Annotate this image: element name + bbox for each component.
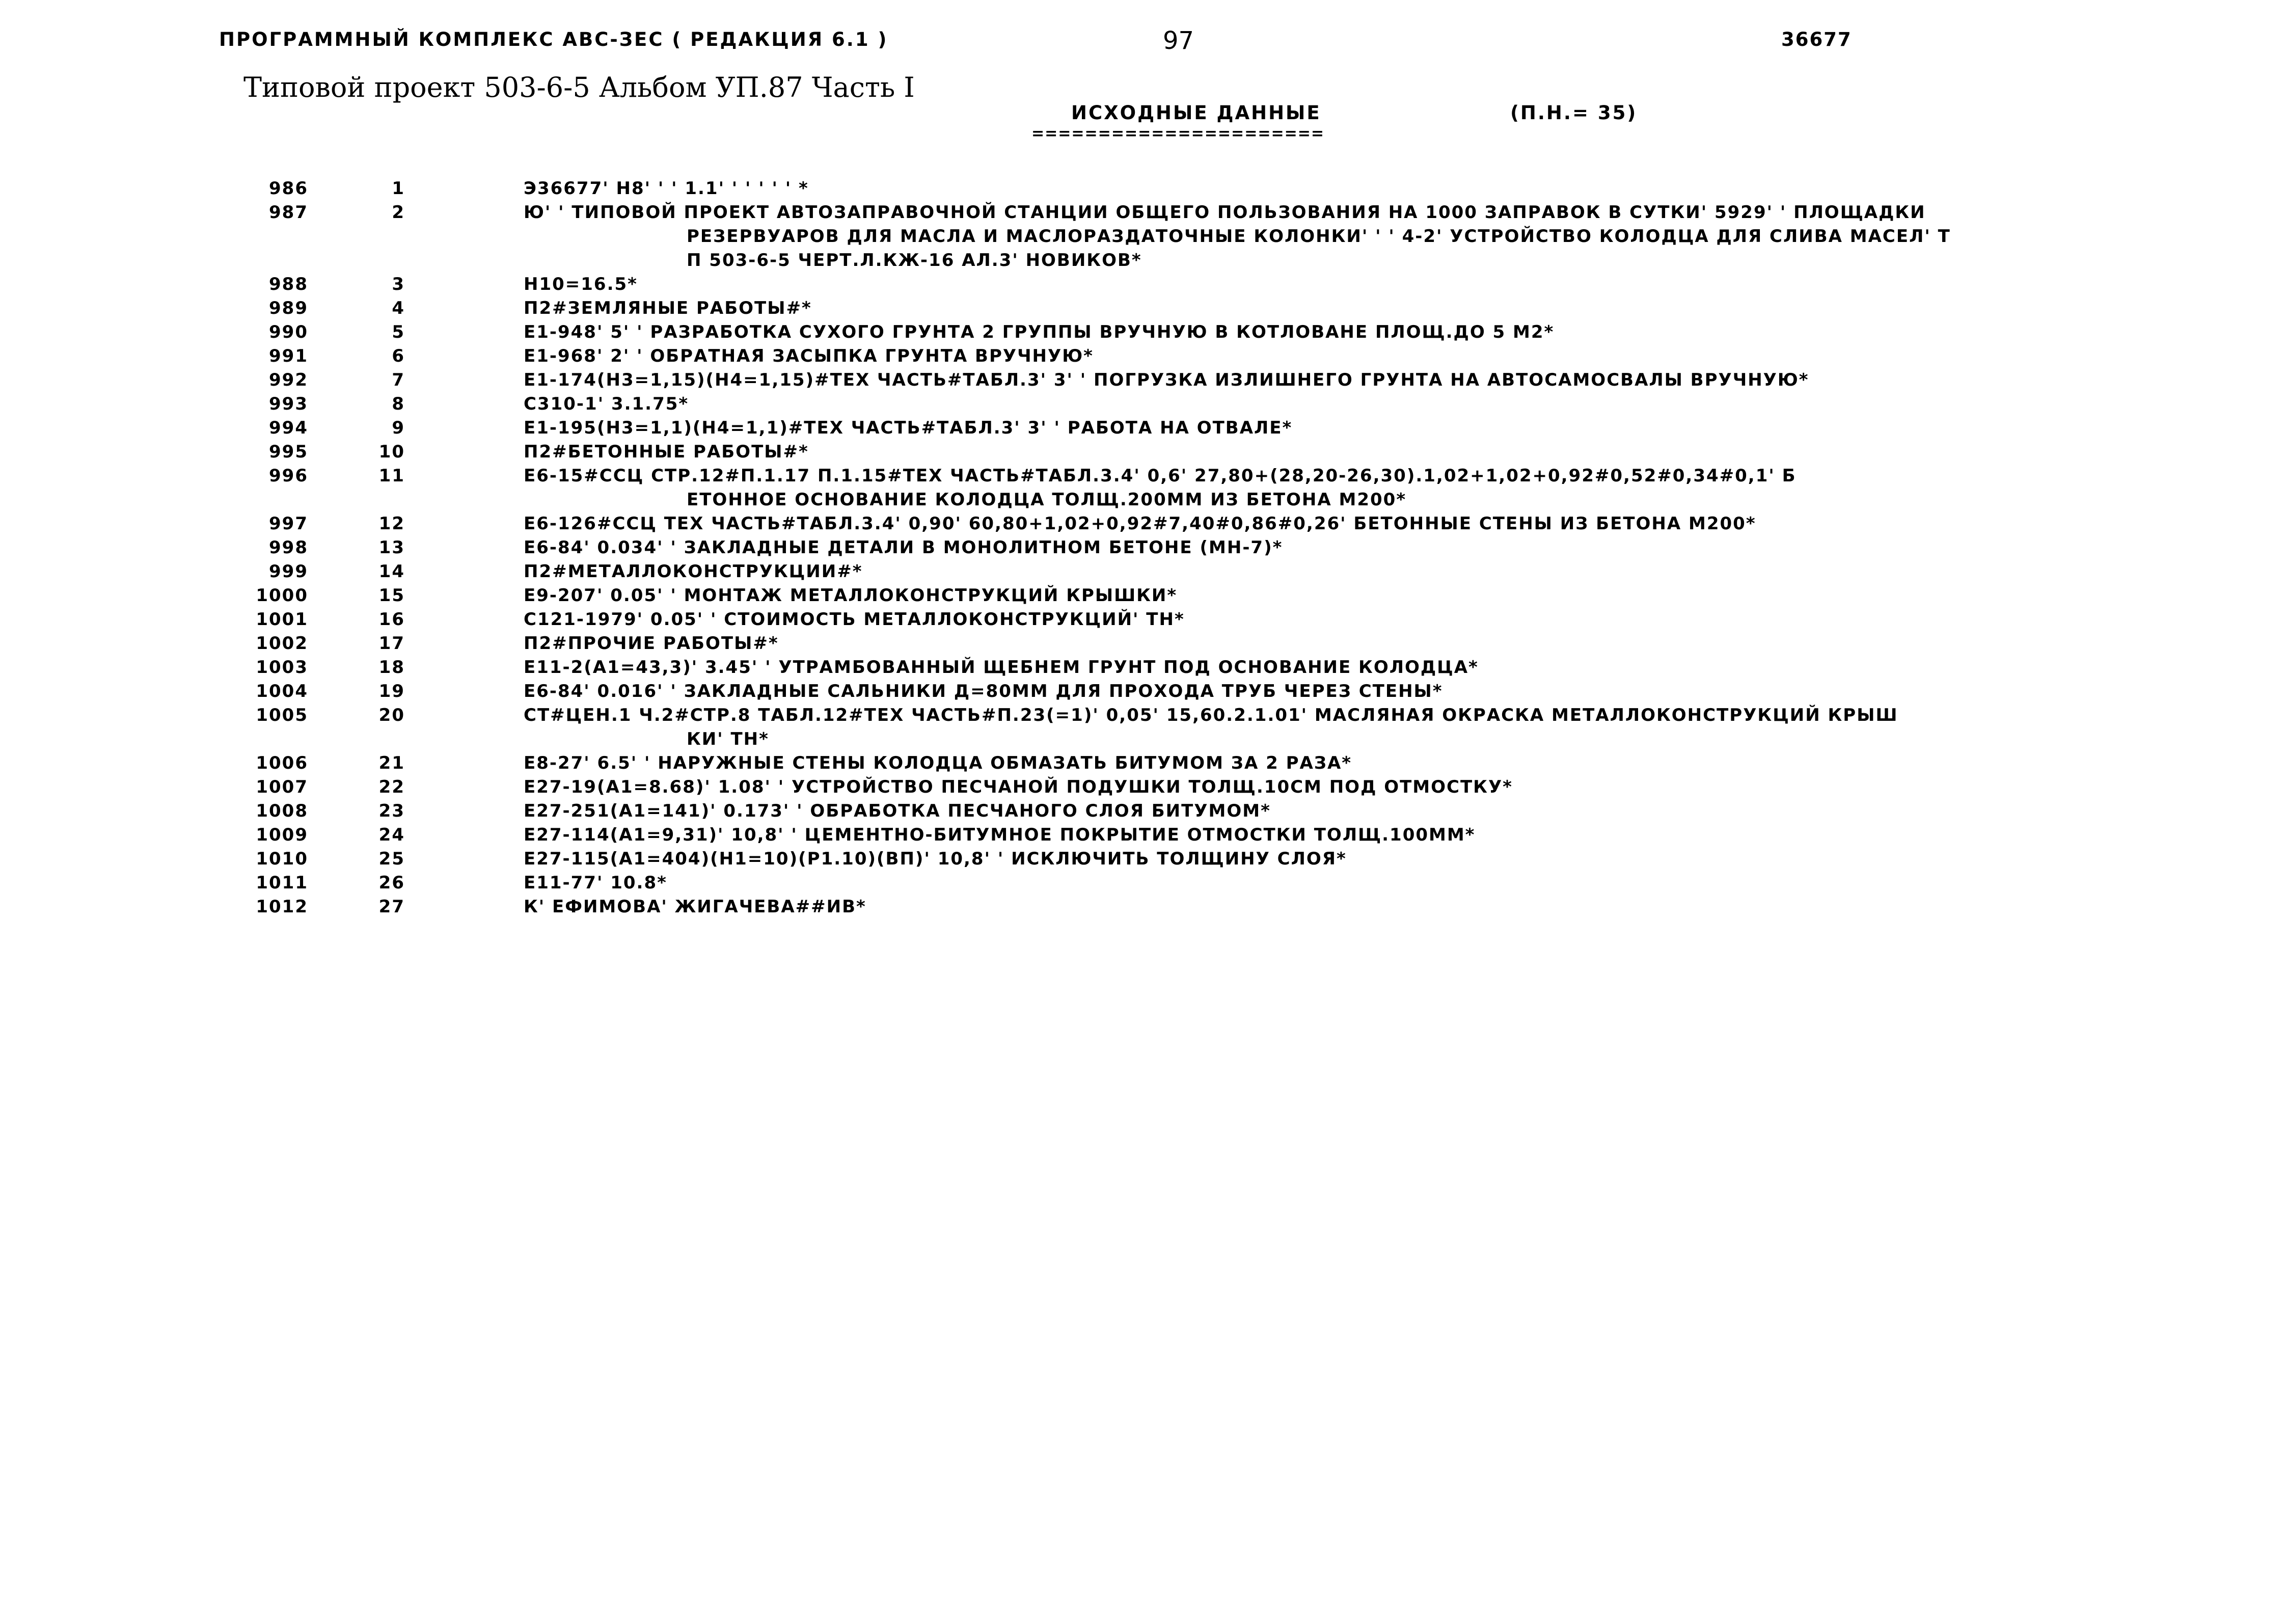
line-number: 9 bbox=[392, 418, 405, 438]
listing-row bbox=[0, 273, 2286, 296]
listing-row bbox=[0, 680, 2286, 703]
record-text: Э36677' Н8' ' ' 1.1' ' ' ' ' ' * bbox=[524, 178, 809, 199]
record-number: 1007 bbox=[256, 777, 308, 797]
listing-row bbox=[0, 871, 2286, 895]
listing-row-continuation bbox=[0, 249, 2286, 273]
line-number: 14 bbox=[378, 561, 405, 582]
line-number: 2 bbox=[392, 202, 405, 223]
record-text: Е27-115(А1=404)(Н1=10)(Р1.10)(ВП)' 10,8' ' ИСКЛЮЧИТЬ ТОЛЩИНУ СЛОЯ* bbox=[524, 849, 1347, 869]
record-number: 988 bbox=[269, 274, 308, 294]
line-number: 4 bbox=[392, 298, 405, 318]
listing-row-continuation bbox=[0, 225, 2286, 249]
listing-row bbox=[0, 847, 2286, 871]
record-text-continuation: РЕЗЕРВУАРОВ ДЛЯ МАСЛА И МАСЛОРАЗДАТОЧНЫЕ КОЛОНКИ' ' ' 4-2' УСТРОЙСТВО КОЛОДЦА ДЛЯ СЛИВА МАСЕЛ' Т bbox=[687, 226, 1951, 247]
record-number: 995 bbox=[269, 442, 308, 462]
record-text: К' ЕФИМОВА' ЖИГАЧЕВА##ИВ* bbox=[524, 897, 866, 917]
record-text: Е6-126#ССЦ ТЕХ ЧАСТЬ#ТАБЛ.3.4' 0,90' 60,80+1,02+0,92#7,40#0,86#0,26' БЕТОННЫЕ СТЕНЫ ИЗ БЕТОНА М200* bbox=[524, 513, 1756, 534]
record-text: Е11-77' 10.8* bbox=[524, 873, 667, 893]
line-number: 16 bbox=[378, 609, 405, 630]
line-number: 17 bbox=[378, 633, 405, 654]
record-text: Е6-15#ССЦ СТР.12#П.1.17 П.1.15#ТЕХ ЧАСТЬ#ТАБЛ.3.4' 0,6' 27,80+(28,20-26,30).1,02+1,02+0,92#0,52#0,34#0,1' Б bbox=[524, 466, 1797, 486]
listing-row bbox=[0, 464, 2286, 488]
line-number: 23 bbox=[378, 801, 405, 821]
record-number: 1011 bbox=[256, 873, 308, 893]
record-text: П2#БЕТОННЫЕ РАБОТЫ#* bbox=[524, 442, 809, 462]
line-number: 7 bbox=[392, 370, 405, 390]
listing-row bbox=[0, 368, 2286, 392]
record-text: Е27-114(А1=9,31)' 10,8' ' ЦЕМЕНТНО-БИТУМНОЕ ПОКРЫТИЕ ОТМОСТКИ ТОЛЩ.100ММ* bbox=[524, 825, 1476, 845]
record-text-continuation: КИ' ТН* bbox=[687, 729, 769, 749]
record-text: П2#ЗЕМЛЯНЫЕ РАБОТЫ#* bbox=[524, 298, 812, 318]
record-number: 997 bbox=[269, 513, 308, 534]
listing-row-continuation bbox=[0, 488, 2286, 512]
record-number: 1012 bbox=[256, 897, 308, 917]
line-number: 1 bbox=[392, 178, 405, 199]
listing-row bbox=[0, 632, 2286, 656]
line-number: 11 bbox=[378, 466, 405, 486]
record-text: Е1-968' 2' ' ОБРАТНАЯ ЗАСЫПКА ГРУНТА ВРУЧНУЮ* bbox=[524, 346, 1094, 366]
listing-row bbox=[0, 703, 2286, 727]
listing-row bbox=[0, 344, 2286, 368]
record-number: 987 bbox=[269, 202, 308, 223]
line-number: 22 bbox=[378, 777, 405, 797]
record-text-continuation: ЕТОННОЕ ОСНОВАНИЕ КОЛОДЦА ТОЛЩ.200ММ ИЗ БЕТОНА М200* bbox=[687, 490, 1407, 510]
page-counter: (П.Н.= 35) bbox=[1510, 102, 1638, 124]
record-number: 986 bbox=[269, 178, 308, 199]
record-text: С121-1979' 0.05' ' СТОИМОСТЬ МЕТАЛЛОКОНСТРУКЦИЙ' ТН* bbox=[524, 609, 1185, 630]
record-text: Ю' ' ТИПОВОЙ ПРОЕКТ АВТОЗАПРАВОЧНОЙ СТАНЦИИ ОБЩЕГО ПОЛЬЗОВАНИЯ НА 1000 ЗАПРАВОК В СУТКИ' 5929' ' ПЛОЩАДКИ bbox=[524, 202, 1926, 223]
record-text: Н10=16.5* bbox=[524, 274, 638, 294]
line-number: 25 bbox=[378, 849, 405, 869]
record-number: 996 bbox=[269, 466, 308, 486]
record-number: 1006 bbox=[256, 753, 308, 773]
line-number: 3 bbox=[392, 274, 405, 294]
record-text: Е6-84' 0.016' ' ЗАКЛАДНЫЕ САЛЬНИКИ Д=80ММ ДЛЯ ПРОХОДА ТРУБ ЧЕРЕЗ СТЕНЫ* bbox=[524, 681, 1443, 701]
listing-row bbox=[0, 440, 2286, 464]
record-text: П2#МЕТАЛЛОКОНСТРУКЦИИ#* bbox=[524, 561, 863, 582]
record-number: 1008 bbox=[256, 801, 308, 821]
line-number: 13 bbox=[378, 537, 405, 558]
data-listing bbox=[0, 177, 2286, 919]
page-number: 97 bbox=[1163, 26, 1194, 55]
record-number: 1001 bbox=[256, 609, 308, 630]
listing-row bbox=[0, 416, 2286, 440]
line-number: 8 bbox=[392, 394, 405, 414]
listing-row bbox=[0, 536, 2286, 560]
record-number: 1009 bbox=[256, 825, 308, 845]
record-text: Е8-27' 6.5' ' НАРУЖНЫЕ СТЕНЫ КОЛОДЦА ОБМАЗАТЬ БИТУМОМ ЗА 2 РАЗА* bbox=[524, 753, 1352, 773]
listing-row bbox=[0, 751, 2286, 775]
line-number: 12 bbox=[378, 513, 405, 534]
listing-row bbox=[0, 320, 2286, 344]
record-number: 1004 bbox=[256, 681, 308, 701]
record-number: 989 bbox=[269, 298, 308, 318]
record-text: Е9-207' 0.05' ' МОНТАЖ МЕТАЛЛОКОНСТРУКЦИЙ КРЫШКИ* bbox=[524, 585, 1178, 606]
record-number: 1005 bbox=[256, 705, 308, 725]
record-text-continuation: П 503-6-5 ЧЕРТ.Л.КЖ-16 АЛ.3' НОВИКОВ* bbox=[687, 250, 1142, 270]
record-text: Е1-195(Н3=1,1)(Н4=1,1)#ТЕХ ЧАСТЬ#ТАБЛ.3' 3' ' РАБОТА НА ОТВАЛЕ* bbox=[524, 418, 1293, 438]
title-underline: ====================== bbox=[1031, 125, 1325, 143]
line-number: 27 bbox=[378, 897, 405, 917]
listing-row bbox=[0, 392, 2286, 416]
listing-row bbox=[0, 201, 2286, 225]
record-number: 1000 bbox=[256, 585, 308, 606]
record-number: 1003 bbox=[256, 657, 308, 678]
listing-row bbox=[0, 775, 2286, 799]
line-number: 18 bbox=[378, 657, 405, 678]
page-title: ИСХОДНЫЕ ДАННЫЕ bbox=[1071, 102, 1321, 124]
listing-row bbox=[0, 512, 2286, 536]
record-text: Е11-2(А1=43,3)' 3.45' ' УТРАМБОВАННЫЙ ЩЕБНЕМ ГРУНТ ПОД ОСНОВАНИЕ КОЛОДЦА* bbox=[524, 657, 1479, 678]
project-reference: Типовой проект 503-6-5 Альбом УП.87 Часть I bbox=[243, 71, 915, 103]
listing-row bbox=[0, 656, 2286, 680]
listing-row bbox=[0, 895, 2286, 919]
record-text: Е1-174(Н3=1,15)(Н4=1,15)#ТЕХ ЧАСТЬ#ТАБЛ.3' 3' ' ПОГРУЗКА ИЗЛИШНЕГО ГРУНТА НА АВТОСАМОСВАЛЫ ВРУЧНУЮ* bbox=[524, 370, 1809, 390]
record-text: Е27-19(А1=8.68)' 1.08' ' УСТРОЙСТВО ПЕСЧАНОЙ ПОДУШКИ ТОЛЩ.10СМ ПОД ОТМОСТКУ* bbox=[524, 777, 1513, 797]
line-number: 21 bbox=[378, 753, 405, 773]
record-text: П2#ПРОЧИЕ РАБОТЫ#* bbox=[524, 633, 779, 654]
system-header: ПРОГРАММНЫЙ КОМПЛЕКС АВС-ЗЕС ( РЕДАКЦИЯ 6.1 ) bbox=[219, 29, 888, 50]
line-number: 5 bbox=[392, 322, 405, 342]
record-number: 1010 bbox=[256, 849, 308, 869]
line-number: 10 bbox=[378, 442, 405, 462]
record-text: Е6-84' 0.034' ' ЗАКЛАДНЫЕ ДЕТАЛИ В МОНОЛИТНОМ БЕТОНЕ (МН-7)* bbox=[524, 537, 1283, 558]
record-number: 994 bbox=[269, 418, 308, 438]
line-number: 20 bbox=[378, 705, 405, 725]
record-number: 993 bbox=[269, 394, 308, 414]
record-text: Е1-948' 5' ' РАЗРАБОТКА СУХОГО ГРУНТА 2 ГРУППЫ ВРУЧНУЮ В КОТЛОВАНЕ ПЛОЩ.ДО 5 М2* bbox=[524, 322, 1555, 342]
listing-row bbox=[0, 296, 2286, 320]
line-number: 19 bbox=[378, 681, 405, 701]
record-number: 991 bbox=[269, 346, 308, 366]
record-number: 990 bbox=[269, 322, 308, 342]
line-number: 26 bbox=[378, 873, 405, 893]
listing-row-continuation bbox=[0, 727, 2286, 751]
line-number: 24 bbox=[378, 825, 405, 845]
document-number: 36677 bbox=[1781, 29, 1852, 50]
record-number: 992 bbox=[269, 370, 308, 390]
listing-row bbox=[0, 560, 2286, 584]
record-text: Е27-251(А1=141)' 0.173' ' ОБРАБОТКА ПЕСЧАНОГО СЛОЯ БИТУМОМ* bbox=[524, 801, 1271, 821]
record-number: 998 bbox=[269, 537, 308, 558]
listing-row bbox=[0, 799, 2286, 823]
listing-row bbox=[0, 608, 2286, 632]
record-number: 1002 bbox=[256, 633, 308, 654]
listing-row bbox=[0, 177, 2286, 201]
listing-row bbox=[0, 584, 2286, 608]
record-text: С310-1' 3.1.75* bbox=[524, 394, 689, 414]
line-number: 6 bbox=[392, 346, 405, 366]
listing-row bbox=[0, 823, 2286, 847]
line-number: 15 bbox=[378, 585, 405, 606]
record-number: 999 bbox=[269, 561, 308, 582]
record-text: СТ#ЦЕН.1 Ч.2#СТР.8 ТАБЛ.12#ТЕХ ЧАСТЬ#П.23(=1)' 0,05' 15,60.2.1.01' МАСЛЯНАЯ ОКРАСКА МЕТАЛЛОКОНСТРУКЦИЙ КРЫШ bbox=[524, 705, 1898, 725]
